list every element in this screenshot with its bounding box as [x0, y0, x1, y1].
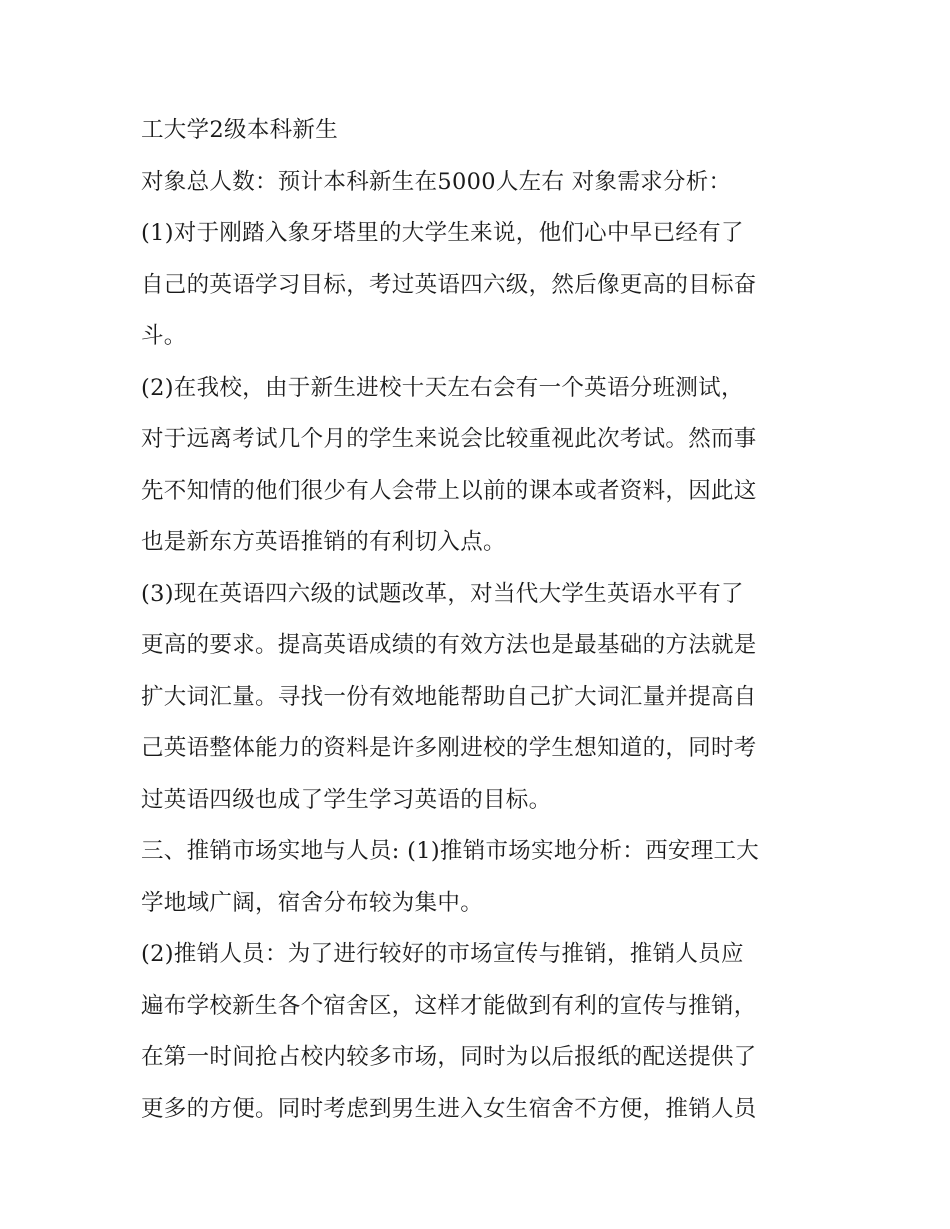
text-line: 三、推销市场实地与人员: (1)推销市场实地分析：西安理工大: [141, 838, 760, 864]
text-line: 对象总人数：预计本科新生在5000人左右 对象需求分析：: [141, 168, 732, 195]
text-line: (1)对于刚踏入象牙塔里的大学生来说，他们心中早已经有了: [141, 220, 744, 246]
text-line: (2)在我校，由于新生进校十天左右会有一个英语分班测试，: [141, 374, 744, 401]
text-line: 自己的英语学习目标，考过英语四六级，然后像更高的目标奋: [141, 271, 757, 298]
text-line: 己英语整体能力的资料是许多刚进校的学生想知道的，同时考: [141, 735, 757, 761]
text-line: 更多的方便。同时考虑到男生进入女生宿舍不方便，推销人员: [141, 1095, 757, 1122]
text-line: (2)推销人员：为了进行较好的市场宣传与推销，推销人员应: [141, 941, 744, 967]
text-line: 更高的要求。提高英语成绩的有效方法也是最基础的方法就是: [141, 632, 757, 658]
text-line: 在第一时间抢占校内较多市场，同时为以后报纸的配送提供了: [141, 1044, 757, 1070]
text-line: (3)现在英语四六级的试题改革，对当代大学生英语水平有了: [141, 580, 744, 607]
text-line: 工大学2级本科新生: [141, 117, 339, 143]
text-line: 也是新东方英语推销的有利切入点。: [141, 529, 506, 555]
text-line: 遍布学校新生各个宿舍区，这样才能做到有利的宣传与推销，: [141, 992, 757, 1019]
text-line: 扩大词汇量。寻找一份有效地能帮助自己扩大词汇量并提高自: [141, 683, 757, 710]
text-line: 斗。: [141, 323, 187, 349]
document-body: [141, 108, 821, 1138]
text-line: 对于远离考试几个月的学生来说会比较重视此次考试。然而事: [141, 426, 757, 452]
text-line: 先不知情的他们很少有人会带上以前的课本或者资料，因此这: [141, 477, 757, 504]
text-line: 过英语四级也成了学生学习英语的目标。: [141, 786, 552, 813]
text-line: 学地域广阔，宿舍分布较为集中。: [141, 889, 484, 916]
